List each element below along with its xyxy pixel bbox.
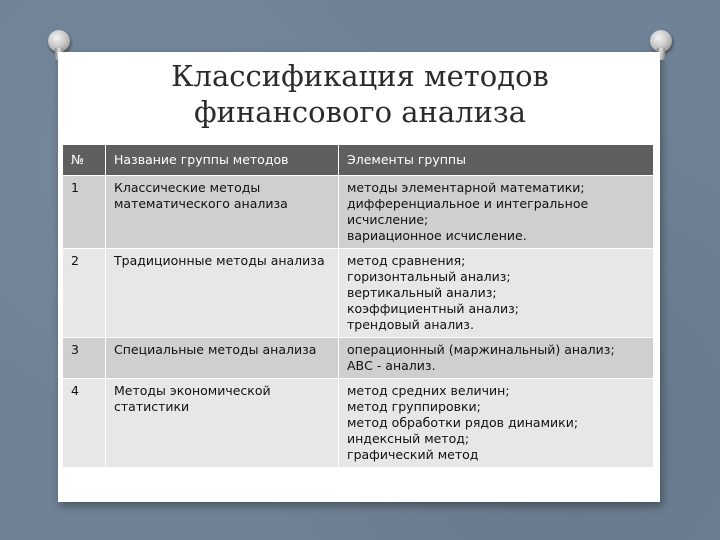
row-group-elements bbox=[339, 249, 654, 338]
element-line: исчисление; bbox=[347, 212, 429, 227]
title-line-1: Классификация методов bbox=[171, 59, 549, 93]
element-line: индексный метод; bbox=[347, 431, 470, 446]
element-line: трендовый анализ. bbox=[347, 317, 474, 332]
group-name-line: математического анализа bbox=[114, 196, 288, 211]
row-number: 2 bbox=[63, 249, 106, 338]
element-line: методы элементарной математики; bbox=[347, 180, 585, 195]
table-row bbox=[63, 379, 654, 468]
header-number: № bbox=[63, 145, 106, 176]
table-body bbox=[63, 176, 654, 468]
row-group-name bbox=[106, 176, 339, 249]
element-line: графический метод bbox=[347, 447, 479, 462]
element-line: метод средних величин; bbox=[347, 383, 510, 398]
row-group-elements bbox=[339, 176, 654, 249]
methods-table bbox=[62, 144, 654, 468]
element-line: АВС - анализ. bbox=[347, 358, 436, 373]
group-name-line: Традиционные методы анализа bbox=[114, 253, 325, 268]
element-line: вертикальный анализ; bbox=[347, 285, 497, 300]
row-group-name bbox=[106, 379, 339, 468]
element-line: операционный (маржинальный) анализ; bbox=[347, 342, 615, 357]
header-group-name: Название группы методов bbox=[106, 145, 339, 176]
element-line: вариационное исчисление. bbox=[347, 228, 527, 243]
group-name-line: Методы экономической bbox=[114, 383, 271, 398]
element-line: горизонтальный анализ; bbox=[347, 269, 511, 284]
row-group-elements bbox=[339, 379, 654, 468]
row-group-elements bbox=[339, 338, 654, 379]
table-row bbox=[63, 176, 654, 249]
row-group-name bbox=[106, 249, 339, 338]
element-line: коэффициентный анализ; bbox=[347, 301, 519, 316]
row-group-name bbox=[106, 338, 339, 379]
row-number: 1 bbox=[63, 176, 106, 249]
table-header-row bbox=[63, 145, 654, 176]
title-line-2: финансового анализа bbox=[193, 95, 527, 129]
table-row bbox=[63, 338, 654, 379]
element-line: метод группировки; bbox=[347, 399, 481, 414]
table-row bbox=[63, 249, 654, 338]
row-number: 3 bbox=[63, 338, 106, 379]
element-line: дифференциальное и интегральное bbox=[347, 196, 589, 211]
row-number: 4 bbox=[63, 379, 106, 468]
element-line: метод сравнения; bbox=[347, 253, 466, 268]
group-name-line: статистики bbox=[114, 399, 190, 414]
group-name-line: Специальные методы анализа bbox=[114, 342, 317, 357]
header-group-elements: Элементы группы bbox=[339, 145, 654, 176]
group-name-line: Классические методы bbox=[114, 180, 261, 195]
element-line: метод обработки рядов динамики; bbox=[347, 415, 579, 430]
slide-title bbox=[0, 58, 720, 130]
